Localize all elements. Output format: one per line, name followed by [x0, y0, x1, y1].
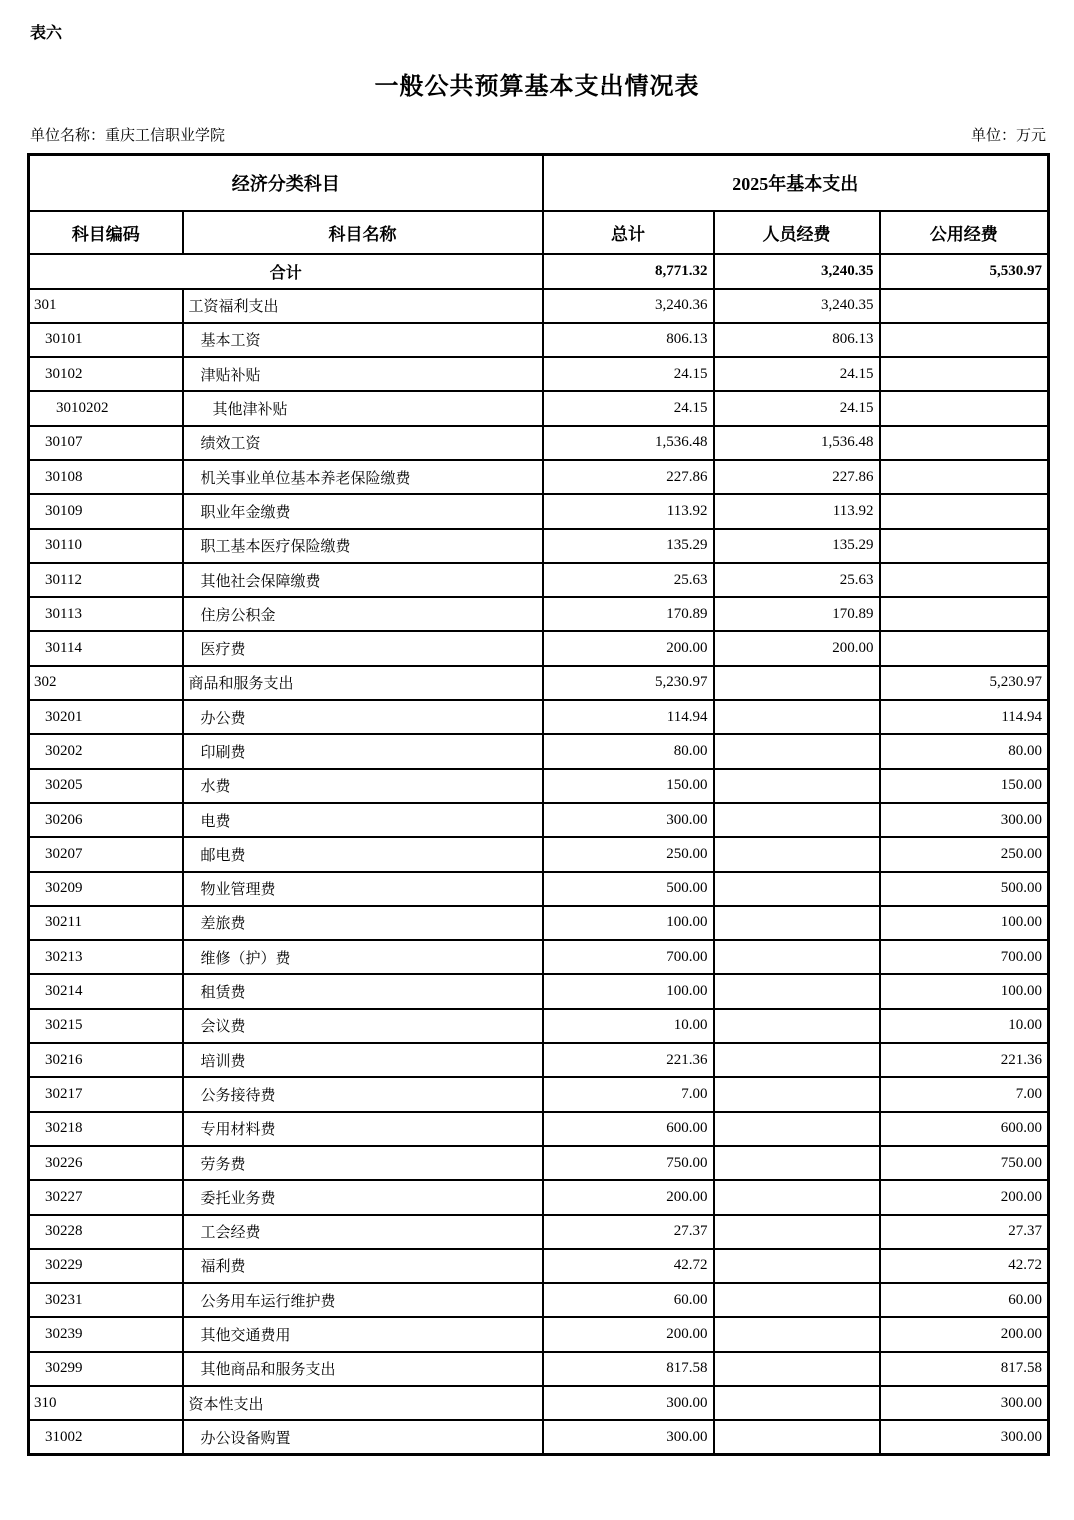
cell-subject-code: 3010202: [29, 391, 183, 425]
table-row: [29, 289, 1049, 323]
page-title: 一般公共预算基本支出情况表: [374, 74, 700, 100]
summary-public: 5,530.97: [880, 254, 1049, 289]
cell-total: 150.00: [543, 769, 714, 803]
cell-personnel-funds: [714, 1077, 880, 1111]
cell-subject-code: 30218: [29, 1112, 183, 1146]
cell-total: 3,240.36: [543, 289, 714, 323]
cell-public-funds: 817.58: [880, 1352, 1049, 1386]
table-row: [29, 494, 1049, 528]
unit-name-value: 重庆工信职业学院: [105, 128, 226, 144]
cell-public-funds: [880, 391, 1049, 425]
cell-public-funds: [880, 631, 1049, 665]
table-row: [29, 700, 1049, 734]
table-row: [29, 563, 1049, 597]
cell-personnel-funds: [714, 803, 880, 837]
table-row: [29, 1146, 1049, 1180]
cell-subject-code: 30101: [29, 323, 183, 357]
cell-personnel-funds: 200.00: [714, 631, 880, 665]
cell-personnel-funds: [714, 769, 880, 803]
cell-subject-name: 专用材料费: [183, 1112, 543, 1146]
cell-public-funds: [880, 529, 1049, 563]
cell-total: 221.36: [543, 1043, 714, 1077]
cell-subject-code: 30109: [29, 494, 183, 528]
cell-subject-code: 30227: [29, 1180, 183, 1214]
table-row: [29, 837, 1049, 871]
table-row: [29, 872, 1049, 906]
cell-subject-code: 30215: [29, 1009, 183, 1043]
cell-subject-name: 津贴补贴: [183, 357, 543, 391]
cell-personnel-funds: 806.13: [714, 323, 880, 357]
cell-total: 300.00: [543, 1420, 714, 1454]
cell-personnel-funds: [714, 1215, 880, 1249]
summary-total: 8,771.32: [543, 254, 714, 289]
table-row: [29, 769, 1049, 803]
cell-public-funds: 5,230.97: [880, 666, 1049, 700]
table-row: [29, 357, 1049, 391]
cell-subject-code: 30102: [29, 357, 183, 391]
table-row: [29, 974, 1049, 1008]
cell-subject-name: 水费: [183, 769, 543, 803]
cell-total: 200.00: [543, 631, 714, 665]
cell-subject-name: 委托业务费: [183, 1180, 543, 1214]
cell-personnel-funds: 170.89: [714, 597, 880, 631]
cell-public-funds: 80.00: [880, 734, 1049, 768]
cell-subject-code: 30211: [29, 906, 183, 940]
cell-subject-code: 30201: [29, 700, 183, 734]
cell-subject-code: 30216: [29, 1043, 183, 1077]
cell-subject-name: 租赁费: [183, 974, 543, 1008]
table-row: [29, 1009, 1049, 1043]
table-row: [29, 1180, 1049, 1214]
cell-personnel-funds: [714, 1249, 880, 1283]
cell-personnel-funds: [714, 1420, 880, 1454]
table-row: [29, 529, 1049, 563]
col-header-total: 总计: [543, 211, 714, 254]
header-group-row: [29, 155, 1049, 211]
summary-label: 合计: [29, 254, 543, 289]
summary-personnel: 3,240.35: [714, 254, 880, 289]
table-row: [29, 1215, 1049, 1249]
cell-personnel-funds: 227.86: [714, 460, 880, 494]
cell-subject-name: 物业管理费: [183, 872, 543, 906]
cell-public-funds: 200.00: [880, 1317, 1049, 1351]
table-row: [29, 1112, 1049, 1146]
cell-total: 114.94: [543, 700, 714, 734]
cell-subject-name: 住房公积金: [183, 597, 543, 631]
cell-personnel-funds: 3,240.35: [714, 289, 880, 323]
cell-subject-code: 302: [29, 666, 183, 700]
cell-public-funds: 27.37: [880, 1215, 1049, 1249]
cell-personnel-funds: [714, 1386, 880, 1420]
table-row: [29, 426, 1049, 460]
cell-subject-name: 工资福利支出: [183, 289, 543, 323]
cell-total: 700.00: [543, 940, 714, 974]
cell-total: 170.89: [543, 597, 714, 631]
cell-public-funds: [880, 289, 1049, 323]
cell-personnel-funds: [714, 734, 880, 768]
cell-subject-code: 30228: [29, 1215, 183, 1249]
cell-total: 24.15: [543, 391, 714, 425]
cell-total: 200.00: [543, 1180, 714, 1214]
cell-subject-code: 30229: [29, 1249, 183, 1283]
cell-total: 24.15: [543, 357, 714, 391]
table-row: [29, 631, 1049, 665]
cell-subject-name: 职工基本医疗保险缴费: [183, 529, 543, 563]
cell-subject-code: 30231: [29, 1283, 183, 1317]
cell-subject-code: 30110: [29, 529, 183, 563]
cell-subject-name: 印刷费: [183, 734, 543, 768]
cell-total: 100.00: [543, 974, 714, 1008]
cell-total: 1,536.48: [543, 426, 714, 460]
cell-personnel-funds: [714, 1180, 880, 1214]
cell-total: 42.72: [543, 1249, 714, 1283]
cell-personnel-funds: 135.29: [714, 529, 880, 563]
cell-subject-name: 劳务费: [183, 1146, 543, 1180]
col-header-public-funds: 公用经费: [880, 211, 1049, 254]
cell-subject-name: 商品和服务支出: [183, 666, 543, 700]
table-row: [29, 460, 1049, 494]
cell-subject-code: 30299: [29, 1352, 183, 1386]
cell-subject-name: 公务接待费: [183, 1077, 543, 1111]
cell-total: 10.00: [543, 1009, 714, 1043]
cell-subject-code: 30239: [29, 1317, 183, 1351]
col-header-subject-code: 科目编码: [29, 211, 183, 254]
cell-personnel-funds: 113.92: [714, 494, 880, 528]
table-row: [29, 906, 1049, 940]
cell-subject-code: 30217: [29, 1077, 183, 1111]
cell-total: 300.00: [543, 1386, 714, 1420]
cell-subject-code: 30112: [29, 563, 183, 597]
cell-total: 806.13: [543, 323, 714, 357]
cell-total: 500.00: [543, 872, 714, 906]
cell-subject-code: 30113: [29, 597, 183, 631]
cell-total: 25.63: [543, 563, 714, 597]
cell-subject-name: 机关事业单位基本养老保险缴费: [183, 460, 543, 494]
cell-subject-code: 30206: [29, 803, 183, 837]
table-row: [29, 1386, 1049, 1420]
table-row: [29, 391, 1049, 425]
cell-personnel-funds: [714, 700, 880, 734]
cell-total: 600.00: [543, 1112, 714, 1146]
cell-personnel-funds: [714, 1283, 880, 1317]
col-header-personnel-funds: 人员经费: [714, 211, 880, 254]
cell-subject-name: 电费: [183, 803, 543, 837]
table-row: [29, 1249, 1049, 1283]
cell-personnel-funds: [714, 1112, 880, 1146]
cell-public-funds: 10.00: [880, 1009, 1049, 1043]
cell-subject-code: 30214: [29, 974, 183, 1008]
cell-subject-code: 30107: [29, 426, 183, 460]
cell-public-funds: 7.00: [880, 1077, 1049, 1111]
cell-personnel-funds: [714, 974, 880, 1008]
header-columns-row: [29, 211, 1049, 254]
unit-name-line: [30, 124, 225, 145]
cell-subject-code: 30226: [29, 1146, 183, 1180]
cell-subject-code: 31002: [29, 1420, 183, 1454]
cell-personnel-funds: [714, 1352, 880, 1386]
table-row: [29, 1283, 1049, 1317]
cell-subject-code: 30108: [29, 460, 183, 494]
cell-subject-name: 其他交通费用: [183, 1317, 543, 1351]
cell-total: 60.00: [543, 1283, 714, 1317]
cell-total: 227.86: [543, 460, 714, 494]
cell-personnel-funds: [714, 1043, 880, 1077]
cell-public-funds: 150.00: [880, 769, 1049, 803]
meta-row: [30, 124, 1046, 145]
cell-personnel-funds: [714, 906, 880, 940]
cell-public-funds: [880, 323, 1049, 357]
cell-total: 750.00: [543, 1146, 714, 1180]
cell-personnel-funds: [714, 940, 880, 974]
cell-public-funds: [880, 357, 1049, 391]
budget-table: [27, 153, 1050, 1456]
cell-public-funds: 750.00: [880, 1146, 1049, 1180]
cell-personnel-funds: [714, 837, 880, 871]
table-row: [29, 1043, 1049, 1077]
currency-unit-label: 单位：万元: [970, 128, 1046, 144]
cell-subject-name: 福利费: [183, 1249, 543, 1283]
cell-personnel-funds: [714, 1146, 880, 1180]
cell-subject-name: 资本性支出: [183, 1386, 543, 1420]
cell-subject-name: 会议费: [183, 1009, 543, 1043]
cell-public-funds: 300.00: [880, 1386, 1049, 1420]
cell-subject-code: 30114: [29, 631, 183, 665]
cell-public-funds: 600.00: [880, 1112, 1049, 1146]
cell-public-funds: 114.94: [880, 700, 1049, 734]
cell-personnel-funds: 24.15: [714, 391, 880, 425]
cell-personnel-funds: 24.15: [714, 357, 880, 391]
cell-public-funds: 300.00: [880, 803, 1049, 837]
cell-public-funds: [880, 597, 1049, 631]
cell-total: 300.00: [543, 803, 714, 837]
cell-subject-name: 办公费: [183, 700, 543, 734]
sheet-label: 表六: [30, 25, 63, 42]
cell-subject-name: 职业年金缴费: [183, 494, 543, 528]
cell-total: 100.00: [543, 906, 714, 940]
cell-public-funds: 500.00: [880, 872, 1049, 906]
cell-subject-name: 绩效工资: [183, 426, 543, 460]
cell-subject-name: 培训费: [183, 1043, 543, 1077]
table-row: [29, 323, 1049, 357]
unit-name-label: 单位名称：: [30, 128, 106, 144]
table-row: [29, 666, 1049, 700]
cell-public-funds: 200.00: [880, 1180, 1049, 1214]
cell-public-funds: [880, 426, 1049, 460]
cell-public-funds: 300.00: [880, 1420, 1049, 1454]
cell-public-funds: 60.00: [880, 1283, 1049, 1317]
cell-personnel-funds: [714, 666, 880, 700]
cell-subject-name: 办公设备购置: [183, 1420, 543, 1454]
cell-subject-code: 310: [29, 1386, 183, 1420]
cell-public-funds: 100.00: [880, 906, 1049, 940]
cell-subject-name: 工会经费: [183, 1215, 543, 1249]
cell-personnel-funds: 25.63: [714, 563, 880, 597]
cell-public-funds: 42.72: [880, 1249, 1049, 1283]
cell-total: 27.37: [543, 1215, 714, 1249]
table-row: [29, 1420, 1049, 1454]
cell-public-funds: [880, 563, 1049, 597]
summary-row: [29, 254, 1049, 289]
table-row: [29, 597, 1049, 631]
cell-total: 817.58: [543, 1352, 714, 1386]
col-header-subject-name: 科目名称: [183, 211, 543, 254]
cell-personnel-funds: 1,536.48: [714, 426, 880, 460]
cell-personnel-funds: [714, 872, 880, 906]
table-row: [29, 1077, 1049, 1111]
cell-public-funds: 250.00: [880, 837, 1049, 871]
cell-subject-name: 差旅费: [183, 906, 543, 940]
cell-personnel-funds: [714, 1009, 880, 1043]
cell-total: 200.00: [543, 1317, 714, 1351]
cell-subject-code: 30202: [29, 734, 183, 768]
cell-subject-name: 公务用车运行维护费: [183, 1283, 543, 1317]
table-row: [29, 1352, 1049, 1386]
cell-public-funds: 221.36: [880, 1043, 1049, 1077]
cell-public-funds: 100.00: [880, 974, 1049, 1008]
cell-subject-code: 30207: [29, 837, 183, 871]
header-economic-classification: 经济分类科目: [29, 155, 543, 211]
cell-subject-name: 其他商品和服务支出: [183, 1352, 543, 1386]
cell-subject-code: 30213: [29, 940, 183, 974]
cell-subject-name: 基本工资: [183, 323, 543, 357]
cell-total: 113.92: [543, 494, 714, 528]
cell-subject-name: 医疗费: [183, 631, 543, 665]
cell-total: 135.29: [543, 529, 714, 563]
cell-public-funds: 700.00: [880, 940, 1049, 974]
table-body: [29, 254, 1049, 1455]
cell-personnel-funds: [714, 1317, 880, 1351]
cell-public-funds: [880, 494, 1049, 528]
cell-subject-code: 301: [29, 289, 183, 323]
table-row: [29, 734, 1049, 768]
cell-total: 250.00: [543, 837, 714, 871]
table-row: [29, 803, 1049, 837]
cell-subject-name: 其他津补贴: [183, 391, 543, 425]
table-row: [29, 940, 1049, 974]
cell-subject-name: 维修（护）费: [183, 940, 543, 974]
table-row: [29, 1317, 1049, 1351]
cell-subject-name: 其他社会保障缴费: [183, 563, 543, 597]
table-header: [29, 155, 1049, 254]
header-2025-basic-expenditure: 2025年基本支出: [543, 155, 1049, 211]
cell-total: 5,230.97: [543, 666, 714, 700]
cell-total: 80.00: [543, 734, 714, 768]
cell-total: 7.00: [543, 1077, 714, 1111]
cell-public-funds: [880, 460, 1049, 494]
cell-subject-code: 30205: [29, 769, 183, 803]
cell-subject-name: 邮电费: [183, 837, 543, 871]
cell-subject-code: 30209: [29, 872, 183, 906]
